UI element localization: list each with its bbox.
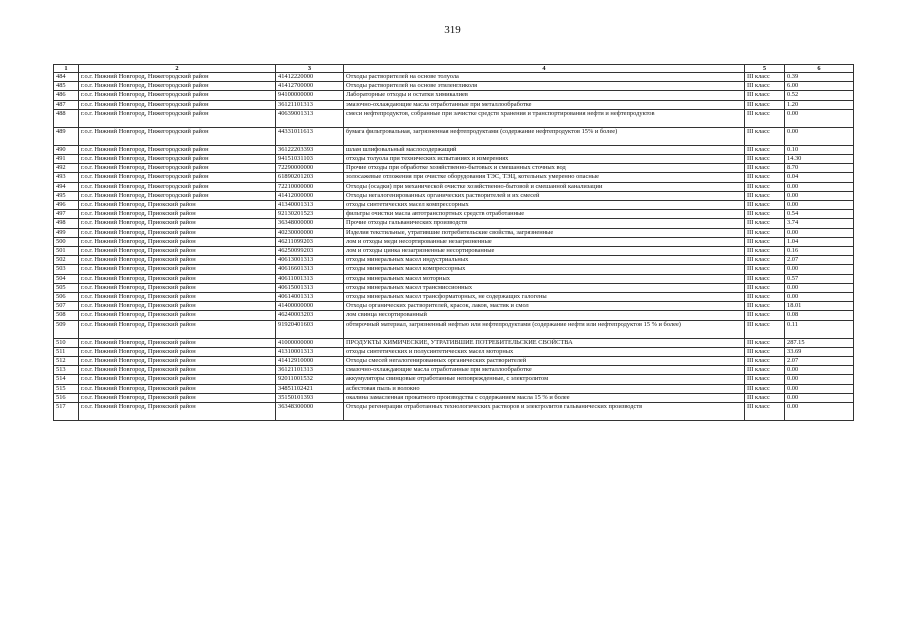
table-row <box>54 302 854 311</box>
fkko-code-cell: 72210000000 <box>276 182 344 191</box>
table-row <box>54 201 854 210</box>
fkko-code-cell: 41412700000 <box>276 82 344 91</box>
fkko-code-cell: 36348000000 <box>276 219 344 228</box>
row-number: 490 <box>54 145 79 154</box>
hazard-class-cell: III класс <box>745 302 785 311</box>
fkko-code-cell: 41000000000 <box>276 338 344 347</box>
table-row <box>54 293 854 302</box>
district-cell: г.о.г. Нижний Новгород, Приокский район <box>79 247 276 256</box>
fkko-code-cell: 36121101313 <box>276 366 344 375</box>
hazard-class-cell: III класс <box>745 82 785 91</box>
hazard-class-cell: III класс <box>745 210 785 219</box>
amount-cell: 0.00 <box>785 191 854 200</box>
hazard-class-cell: III класс <box>745 164 785 173</box>
table-row <box>54 91 854 100</box>
hazard-class-cell: III класс <box>745 256 785 265</box>
amount-cell: 0.08 <box>785 311 854 320</box>
column-header: 1 <box>54 65 79 73</box>
district-cell: г.о.г. Нижний Новгород, Нижегородский район <box>79 73 276 82</box>
waste-name-cell: Отходы растворителей на основе толуола <box>344 73 745 82</box>
district-cell: г.о.г. Нижний Новгород, Приокский район <box>79 293 276 302</box>
row-number: 487 <box>54 100 79 109</box>
district-cell: г.о.г. Нижний Новгород, Приокский район <box>79 237 276 246</box>
district-cell: г.о.г. Нижний Новгород, Приокский район <box>79 283 276 292</box>
fkko-code-cell: 41412910000 <box>276 357 344 366</box>
fkko-code-cell: 91920401603 <box>276 320 344 338</box>
waste-name-cell: обтирочный материал, загрязненный нефтью или нефтепродуктами (содержание нефти или нефтепродуктов 15 % и более) <box>344 320 745 338</box>
row-number: 511 <box>54 347 79 356</box>
amount-cell: 0.00 <box>785 283 854 292</box>
fkko-code-cell: 46211099203 <box>276 237 344 246</box>
row-number: 484 <box>54 73 79 82</box>
row-number: 491 <box>54 155 79 164</box>
district-cell: г.о.г. Нижний Новгород, Нижегородский район <box>79 155 276 164</box>
table-row <box>54 73 854 82</box>
district-cell: г.о.г. Нижний Новгород, Нижегородский район <box>79 82 276 91</box>
amount-cell: 0.04 <box>785 173 854 182</box>
table-row <box>54 82 854 91</box>
amount-cell: 0.10 <box>785 145 854 154</box>
hazard-class-cell: III класс <box>745 247 785 256</box>
table-row <box>54 375 854 384</box>
row-number: 506 <box>54 293 79 302</box>
waste-name-cell: эмазочно-охлаждающие масла отработанные при металлообработке <box>344 100 745 109</box>
amount-cell: 0.39 <box>785 73 854 82</box>
table-body <box>54 73 854 421</box>
waste-name-cell: Изделия текстильные, утратившие потребительские свойства, загрязненные <box>344 228 745 237</box>
table-row <box>54 320 854 338</box>
table-row <box>54 173 854 182</box>
waste-name-cell: Лабораторные отходы и остатки химикалиев <box>344 91 745 100</box>
row-number: 488 <box>54 109 79 127</box>
district-cell: г.о.г. Нижний Новгород, Приокский район <box>79 256 276 265</box>
district-cell: г.о.г. Нижний Новгород, Приокский район <box>79 302 276 311</box>
hazard-class-cell: III класс <box>745 311 785 320</box>
district-cell: г.о.г. Нижний Новгород, Приокский район <box>79 393 276 402</box>
table-row <box>54 109 854 127</box>
table-row <box>54 265 854 274</box>
fkko-code-cell: 40611001313 <box>276 274 344 283</box>
fkko-code-cell: 46250099203 <box>276 247 344 256</box>
waste-name-cell: отходы минеральных масел трансмиссионных <box>344 283 745 292</box>
fkko-code-cell: 34851102421 <box>276 384 344 393</box>
waste-name-cell: окалина замасленная прокатного производства с содержанием масла 15 % и более <box>344 393 745 402</box>
row-number: 494 <box>54 182 79 191</box>
fkko-code-cell: 92130201523 <box>276 210 344 219</box>
amount-cell: 33.69 <box>785 347 854 356</box>
waste-name-cell: Прочие отходы гальванических производств <box>344 219 745 228</box>
hazard-class-cell: III класс <box>745 357 785 366</box>
hazard-class-cell: III класс <box>745 375 785 384</box>
row-number: 486 <box>54 91 79 100</box>
amount-cell: 0.00 <box>785 366 854 375</box>
district-cell: г.о.г. Нижний Новгород, Приокский район <box>79 320 276 338</box>
table-row <box>54 366 854 375</box>
row-number: 493 <box>54 173 79 182</box>
waste-name-cell: отходы синтетических масел компрессорных <box>344 201 745 210</box>
table-row <box>54 338 854 347</box>
table-row <box>54 393 854 402</box>
row-number: 502 <box>54 256 79 265</box>
waste-name-cell: лом свинца несортированный <box>344 311 745 320</box>
hazard-class-cell: III класс <box>745 91 785 100</box>
hazard-class-cell: III класс <box>745 283 785 292</box>
hazard-class-cell: III класс <box>745 403 785 421</box>
waste-name-cell: бумага фильтровальная, загрязненная нефтепродуктами (содержание нефтепродуктов 15% и более) <box>344 127 745 145</box>
waste-name-cell: Прочие отходы при обработке хозяйственно-бытовых и смешанных сточных вод <box>344 164 745 173</box>
hazard-class-cell: III класс <box>745 237 785 246</box>
row-number: 504 <box>54 274 79 283</box>
table-row <box>54 247 854 256</box>
district-cell: г.о.г. Нижний Новгород, Приокский район <box>79 347 276 356</box>
hazard-class-cell: III класс <box>745 265 785 274</box>
amount-cell: 18.01 <box>785 302 854 311</box>
row-number: 514 <box>54 375 79 384</box>
waste-name-cell: шлам шлифовальный маслосодержащий <box>344 145 745 154</box>
hazard-class-cell: III класс <box>745 274 785 283</box>
column-header: 6 <box>785 65 854 73</box>
waste-name-cell: отходы минеральных масел индустриальных <box>344 256 745 265</box>
waste-name-cell: Отходы (осадки) при механической очистке хозяйственно-бытовой и смешанной канализации <box>344 182 745 191</box>
amount-cell: 1.04 <box>785 237 854 246</box>
waste-name-cell: отходы минеральных масел трансформаторных, не содержащих галогены <box>344 293 745 302</box>
district-cell: г.о.г. Нижний Новгород, Приокский район <box>79 357 276 366</box>
amount-cell: 0.00 <box>785 228 854 237</box>
fkko-code-cell: 35150101393 <box>276 393 344 402</box>
row-number: 515 <box>54 384 79 393</box>
hazard-class-cell: III класс <box>745 219 785 228</box>
amount-cell: 8.70 <box>785 164 854 173</box>
waste-name-cell: золосажевые отложения при очистке оборудования ТЭС, ТЭЦ, котельных умеренно опасные <box>344 173 745 182</box>
amount-cell: 14.30 <box>785 155 854 164</box>
amount-cell: 0.00 <box>785 375 854 384</box>
hazard-class-cell: III класс <box>745 191 785 200</box>
amount-cell: 0.52 <box>785 91 854 100</box>
district-cell: г.о.г. Нижний Новгород, Приокский район <box>79 403 276 421</box>
table-row <box>54 256 854 265</box>
district-cell: г.о.г. Нижний Новгород, Приокский район <box>79 338 276 347</box>
row-number: 507 <box>54 302 79 311</box>
table-row <box>54 403 854 421</box>
hazard-class-cell: III класс <box>745 293 785 302</box>
fkko-code-cell: 36122203393 <box>276 145 344 154</box>
amount-cell: 2.07 <box>785 357 854 366</box>
table-row <box>54 219 854 228</box>
amount-cell: 0.00 <box>785 201 854 210</box>
hazard-class-cell: III класс <box>745 347 785 356</box>
fkko-code-cell: 41412220000 <box>276 73 344 82</box>
fkko-code-cell: 94151031103 <box>276 155 344 164</box>
row-number: 503 <box>54 265 79 274</box>
column-header: 5 <box>745 65 785 73</box>
waste-name-cell: отходы толуола при технических испытаниях и измерениях <box>344 155 745 164</box>
amount-cell: 0.00 <box>785 127 854 145</box>
hazard-class-cell: III класс <box>745 109 785 127</box>
fkko-code-cell: 44331011613 <box>276 127 344 145</box>
row-number: 517 <box>54 403 79 421</box>
table-row <box>54 274 854 283</box>
hazard-class-cell: III класс <box>745 155 785 164</box>
table-row <box>54 384 854 393</box>
hazard-class-cell: III класс <box>745 182 785 191</box>
district-cell: г.о.г. Нижний Новгород, Нижегородский район <box>79 145 276 154</box>
waste-name-cell: отходы синтетических и полусинтетических масел моторных <box>344 347 745 356</box>
table-row <box>54 100 854 109</box>
district-cell: г.о.г. Нижний Новгород, Нижегородский район <box>79 173 276 182</box>
table-row <box>54 182 854 191</box>
row-number: 500 <box>54 237 79 246</box>
hazard-class-cell: III класс <box>745 384 785 393</box>
amount-cell: 6.00 <box>785 82 854 91</box>
fkko-code-cell: 92011001532 <box>276 375 344 384</box>
waste-name-cell: Отходы органических растворителей, красок, лаков, мастик и смол <box>344 302 745 311</box>
row-number: 496 <box>54 201 79 210</box>
waste-name-cell: лом и отходы меди несортированные незагрязненные <box>344 237 745 246</box>
district-cell: г.о.г. Нижний Новгород, Приокский район <box>79 228 276 237</box>
fkko-code-cell: 40614001313 <box>276 293 344 302</box>
row-number: 516 <box>54 393 79 402</box>
row-number: 513 <box>54 366 79 375</box>
amount-cell: 0.11 <box>785 320 854 338</box>
table-row <box>54 127 854 145</box>
fkko-code-cell: 40615001313 <box>276 283 344 292</box>
table-row <box>54 357 854 366</box>
waste-name-cell: Отходы регенерации отработанных технологических растворов и электролитов гальванических производств <box>344 403 745 421</box>
amount-cell: 0.57 <box>785 274 854 283</box>
amount-cell: 0.00 <box>785 293 854 302</box>
waste-name-cell: отходы минеральных масел моторных <box>344 274 745 283</box>
hazard-class-cell: III класс <box>745 201 785 210</box>
fkko-code-cell: 40639001313 <box>276 109 344 127</box>
district-cell: г.о.г. Нижний Новгород, Приокский район <box>79 274 276 283</box>
waste-name-cell: смазочно-охлаждающие масла отработанные при металлообработке <box>344 366 745 375</box>
hazard-class-cell: III класс <box>745 173 785 182</box>
fkko-code-cell: 41310001313 <box>276 347 344 356</box>
fkko-code-cell: 61890201203 <box>276 173 344 182</box>
row-number: 501 <box>54 247 79 256</box>
row-number: 489 <box>54 127 79 145</box>
waste-name-cell: фильтры очистки масла автотранспортных средств отработанные <box>344 210 745 219</box>
district-cell: г.о.г. Нижний Новгород, Нижегородский район <box>79 191 276 200</box>
row-number: 508 <box>54 311 79 320</box>
waste-name-cell: отходы минеральных масел компрессорных <box>344 265 745 274</box>
row-number: 495 <box>54 191 79 200</box>
waste-table <box>53 64 854 421</box>
row-number: 499 <box>54 228 79 237</box>
amount-cell: 0.00 <box>785 182 854 191</box>
fkko-code-cell: 40613001313 <box>276 256 344 265</box>
hazard-class-cell: III класс <box>745 127 785 145</box>
fkko-code-cell: 36348300000 <box>276 403 344 421</box>
row-number: 510 <box>54 338 79 347</box>
district-cell: г.о.г. Нижний Новгород, Приокский район <box>79 265 276 274</box>
district-cell: г.о.г. Нижний Новгород, Нижегородский район <box>79 109 276 127</box>
district-cell: г.о.г. Нижний Новгород, Нижегородский район <box>79 91 276 100</box>
waste-name-cell: смеси нефтепродуктов, собранные при зачистке средств хранения и транспортирования нефти и нефтепродуктов <box>344 109 745 127</box>
row-number: 492 <box>54 164 79 173</box>
fkko-code-cell: 72290000000 <box>276 164 344 173</box>
row-number: 498 <box>54 219 79 228</box>
district-cell: г.о.г. Нижний Новгород, Приокский район <box>79 201 276 210</box>
waste-name-cell: Отходы растворителей на основе этиленгликоля <box>344 82 745 91</box>
district-cell: г.о.г. Нижний Новгород, Приокский район <box>79 384 276 393</box>
amount-cell: 0.00 <box>785 265 854 274</box>
waste-name-cell: лом и отходы цинка незагрязненные несортированные <box>344 247 745 256</box>
fkko-code-cell: 41340001313 <box>276 201 344 210</box>
fkko-code-cell: 40230000000 <box>276 228 344 237</box>
table-row <box>54 155 854 164</box>
column-header: 3 <box>276 65 344 73</box>
waste-name-cell: Отходы негалогенированных органических растворителей и их смесей <box>344 191 745 200</box>
column-header: 4 <box>344 65 745 73</box>
hazard-class-cell: III класс <box>745 338 785 347</box>
fkko-code-cell: 46240003203 <box>276 311 344 320</box>
district-cell: г.о.г. Нижний Новгород, Нижегородский район <box>79 182 276 191</box>
amount-cell: 1.20 <box>785 100 854 109</box>
waste-name-cell: аккумуляторы свинцовые отработанные неповрежденные, с электролитом <box>344 375 745 384</box>
fkko-code-cell: 94100000000 <box>276 91 344 100</box>
district-cell: г.о.г. Нижний Новгород, Приокский район <box>79 375 276 384</box>
row-number: 497 <box>54 210 79 219</box>
fkko-code-cell: 36121101313 <box>276 100 344 109</box>
fkko-code-cell: 41412000000 <box>276 191 344 200</box>
district-cell: г.о.г. Нижний Новгород, Нижегородский район <box>79 100 276 109</box>
table-row <box>54 210 854 219</box>
district-cell: г.о.г. Нижний Новгород, Нижегородский район <box>79 127 276 145</box>
table-row <box>54 283 854 292</box>
column-header: 2 <box>79 65 276 73</box>
amount-cell: 3.74 <box>785 219 854 228</box>
table-row <box>54 347 854 356</box>
fkko-code-cell: 40616601313 <box>276 265 344 274</box>
row-number: 505 <box>54 283 79 292</box>
amount-cell: 0.54 <box>785 210 854 219</box>
table-row <box>54 311 854 320</box>
waste-name-cell: Отходы смесей негалогенированных органических растворителей <box>344 357 745 366</box>
hazard-class-cell: III класс <box>745 393 785 402</box>
hazard-class-cell: III класс <box>745 366 785 375</box>
hazard-class-cell: III класс <box>745 228 785 237</box>
amount-cell: 0.00 <box>785 384 854 393</box>
district-cell: г.о.г. Нижний Новгород, Приокский район <box>79 219 276 228</box>
row-number: 512 <box>54 357 79 366</box>
district-cell: г.о.г. Нижний Новгород, Приокский район <box>79 366 276 375</box>
table-header-row <box>54 65 854 73</box>
row-number: 485 <box>54 82 79 91</box>
table-row <box>54 228 854 237</box>
table-row <box>54 191 854 200</box>
hazard-class-cell: III класс <box>745 100 785 109</box>
row-number: 509 <box>54 320 79 338</box>
amount-cell: 0.00 <box>785 109 854 127</box>
table-row <box>54 237 854 246</box>
district-cell: г.о.г. Нижний Новгород, Приокский район <box>79 311 276 320</box>
amount-cell: 0.00 <box>785 393 854 402</box>
table-row <box>54 164 854 173</box>
hazard-class-cell: III класс <box>745 145 785 154</box>
table-row <box>54 145 854 154</box>
amount-cell: 2.07 <box>785 256 854 265</box>
district-cell: г.о.г. Нижний Новгород, Приокский район <box>79 210 276 219</box>
amount-cell: 0.16 <box>785 247 854 256</box>
hazard-class-cell: III класс <box>745 320 785 338</box>
amount-cell: 287.15 <box>785 338 854 347</box>
amount-cell: 0.00 <box>785 403 854 421</box>
page-number: 319 <box>444 24 461 36</box>
hazard-class-cell: III класс <box>745 73 785 82</box>
district-cell: г.о.г. Нижний Новгород, Нижегородский район <box>79 164 276 173</box>
waste-name-cell: ПРОДУКТЫ ХИМИЧЕСКИЕ, УТРАТИВШИЕ ПОТРЕБИТЕЛЬСКИЕ СВОЙСТВА <box>344 338 745 347</box>
waste-name-cell: асбестовая пыль и волокно <box>344 384 745 393</box>
fkko-code-cell: 41400000000 <box>276 302 344 311</box>
